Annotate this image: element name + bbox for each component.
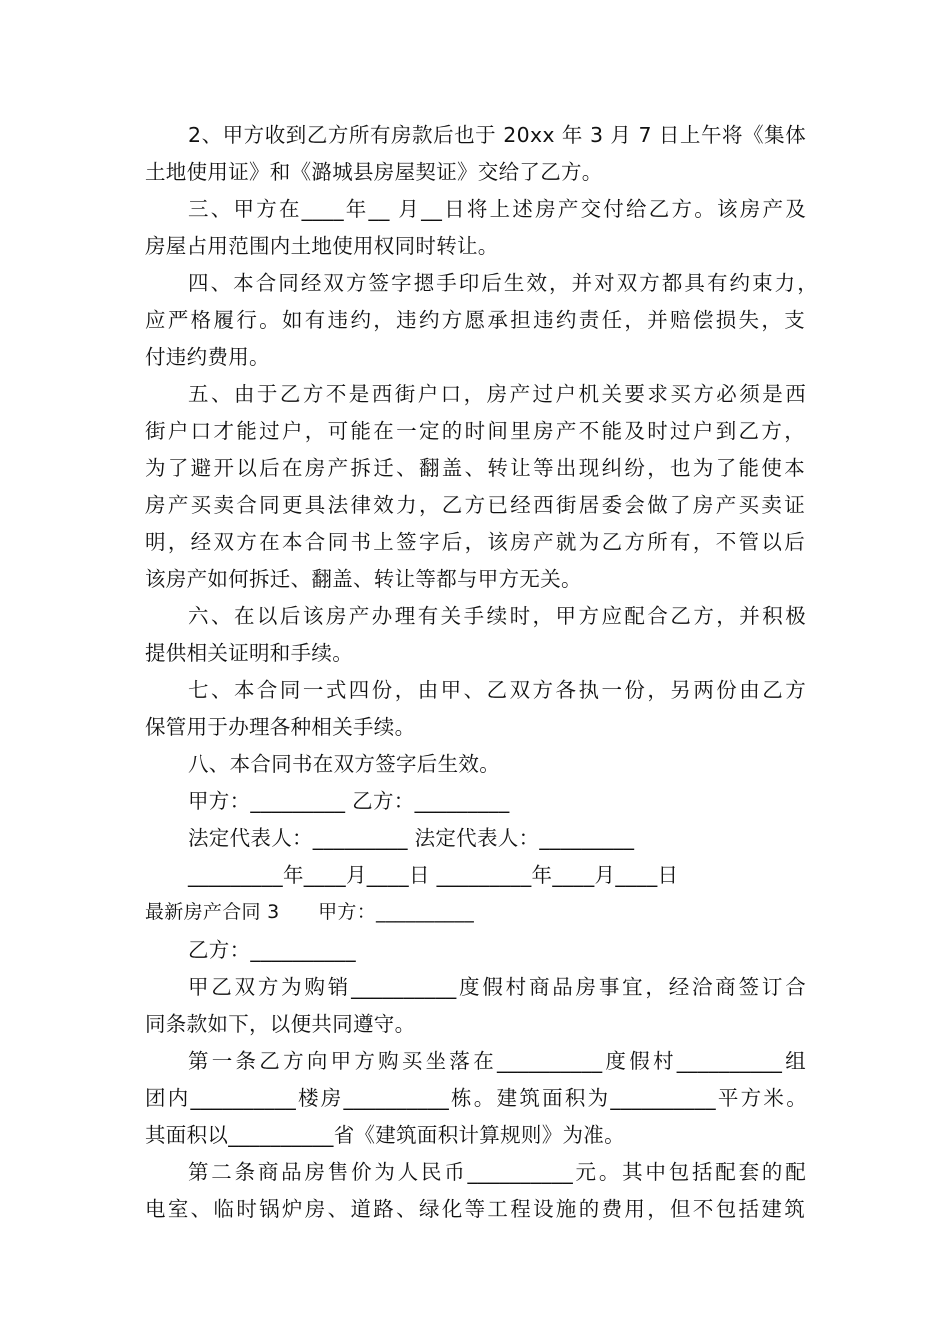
- paragraph-line: 保管用于办理各种相关手续。: [145, 715, 416, 739]
- paragraph-line: 甲乙双方为购销__________度假村商品房事宜，经洽商签订合: [188, 975, 806, 999]
- paragraph-line: 2、甲方收到乙方所有房款后也于 20xx 年 3 月 7 日上午将《集体: [188, 123, 806, 147]
- paragraph-line: 为了避开以后在房产拆迁、翻盖、转让等出现纠纷，也为了能使本: [145, 456, 805, 480]
- paragraph-line: 同条款如下，以便共同遵守。: [145, 1012, 416, 1036]
- paragraph-line: 提供相关证明和手续。: [145, 641, 353, 665]
- paragraph-line: 电室、临时锅炉房、道路、绿化等工程设施的费用，但不包括建筑: [145, 1197, 805, 1221]
- paragraph-line: 房产买卖合同更具法律效力，乙方已经西街居委会做了房产买卖证: [145, 493, 805, 517]
- paragraph-line: 七、本合同一式四份，由甲、乙双方各执一份，另两份由乙方: [188, 678, 806, 702]
- signature-line-dates: _________年____月____日 _________年____月____日: [188, 863, 679, 887]
- paragraph-line: 四、本合同经双方签字摁手印后生效，并对双方都具有约束力，: [188, 271, 818, 295]
- paragraph-line: 第二条商品房售价为人民币__________元。其中包括配套的配: [188, 1160, 806, 1184]
- contract-heading-line: 最新房产合同 3 甲方：__________: [145, 901, 475, 923]
- paragraph-line: 应严格履行。如有违约，违约方愿承担违约责任，并赔偿损失，支: [145, 308, 805, 332]
- paragraph-line: 其面积以__________省《建筑面积计算规则》为准。: [145, 1123, 625, 1147]
- signature-line-parties: 甲方：_________ 乙方：_________: [188, 789, 510, 813]
- paragraph-line: 房屋占用范围内土地使用权同时转让。: [145, 234, 499, 258]
- paragraph-line: 明，经双方在本合同书上签字后，该房产就为乙方所有，不管以后: [145, 530, 805, 554]
- paragraph-line: 该房产如何拆迁、翻盖、转让等都与甲方无关。: [145, 567, 582, 591]
- paragraph-line: 第一条乙方向甲方购买坐落在__________度假村__________组: [188, 1049, 806, 1073]
- paragraph-line: 土地使用证》和《潞城县房屋契证》交给了乙方。: [145, 160, 603, 184]
- party-b-line: 乙方：__________: [188, 938, 356, 962]
- paragraph-line: 街户口才能过户，可能在一定的时间里房产不能及时过户到乙方，: [145, 419, 805, 443]
- paragraph-line: 八、本合同书在双方签字后生效。: [188, 752, 500, 776]
- signature-line-representatives: 法定代表人：_________ 法定代表人：_________: [188, 826, 635, 850]
- paragraph-line: 三、甲方在____年__ 月__日将上述房产交付给乙方。该房产及: [188, 197, 806, 221]
- paragraph-line: 付违约费用。: [145, 345, 270, 369]
- paragraph-line: 五、由于乙方不是西街户口，房产过户机关要求买方必须是西: [188, 382, 806, 406]
- paragraph-line: 六、在以后该房产办理有关手续时，甲方应配合乙方，并积极: [188, 604, 806, 628]
- paragraph-line: 团内__________楼房__________栋。建筑面积为__________平方米。: [145, 1086, 807, 1110]
